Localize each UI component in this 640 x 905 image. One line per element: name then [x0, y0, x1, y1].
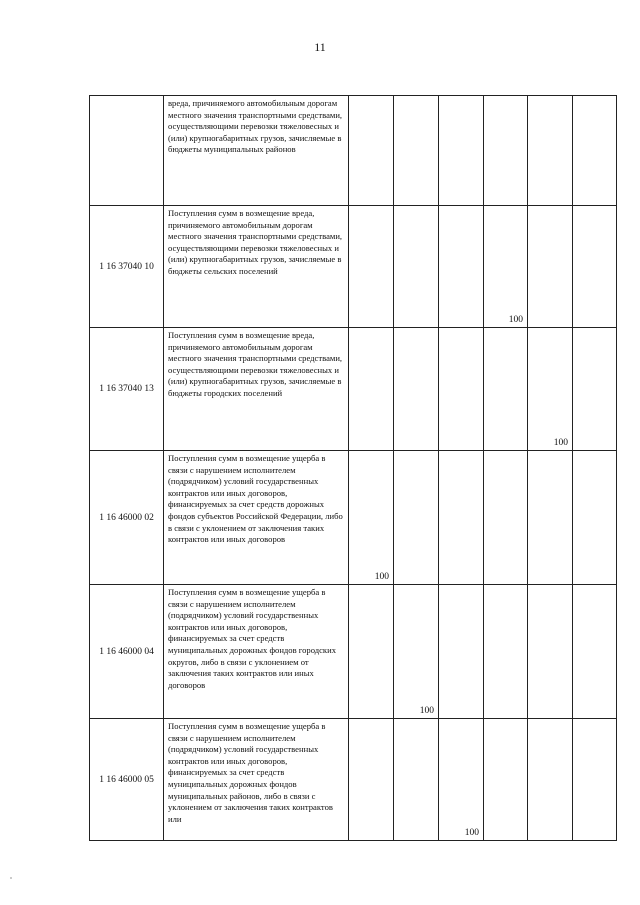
table-row: [90, 206, 617, 328]
page-number: 11: [314, 40, 326, 54]
value-cell: [394, 719, 439, 841]
value-cell: [394, 206, 439, 328]
row-code: 1 16 46000 04: [90, 585, 164, 719]
value-cell: [484, 451, 528, 585]
value-cell: [573, 96, 617, 206]
value-cell: [394, 96, 439, 206]
value-cell: [484, 719, 528, 841]
value-cell: [573, 719, 617, 841]
value-text: 100: [419, 706, 434, 716]
row-code: 1 16 37040 10: [90, 206, 164, 328]
value-cell: [573, 451, 617, 585]
value-cell: [439, 451, 484, 585]
row-code: 1 16 46000 05: [90, 719, 164, 841]
row-description: Поступления сумм в возмещение ущерба в связи с нарушением исполнителем (подрядчиком) условий государственных контрактов или иных договоров, финансируемых за счет средств муниципальных дорожных фондов городских округов, либо в связи с уклонением от заключения таких контрактов или иных договоров: [164, 585, 349, 719]
value-cell: [394, 328, 439, 451]
row-description: Поступления сумм в возмещение вреда, причиняемого автомобильным дорогам местного значения транспортными средствами, осуществляющими перевозки тяжеловесных и (или) крупногабаритных грузов, зачисляемые в бюджеты сельских поселений: [164, 206, 349, 328]
value-cell: [439, 96, 484, 206]
value-cell: [573, 585, 617, 719]
value-cell: [573, 328, 617, 451]
table-row: [90, 328, 617, 451]
row-code: [90, 96, 164, 206]
value-cell: [484, 96, 528, 206]
value-cell: [528, 206, 573, 328]
value-text: 100: [508, 315, 523, 325]
value-cell: [439, 328, 484, 451]
value-cell: [349, 96, 394, 206]
value-text: 100: [374, 572, 389, 582]
value-cell: [394, 451, 439, 585]
row-description: Поступления сумм в возмещение ущерба в связи с нарушением исполнителем (подрядчиком) условий государственных контрактов или иных договоров, финансируемых за счет средств муниципальных дорожных фондов муниципальных районов, либо в связи с уклонением от заключения таких контрактов или: [164, 719, 349, 841]
table-row: [90, 451, 617, 585]
value-cell: [484, 585, 528, 719]
value-cell: [349, 585, 394, 719]
row-description: Поступления сумм в возмещение ущерба в связи с нарушением исполнителем (подрядчиком) условий государственных контрактов или иных договоров, финансируемых за счет средств дорожных фондов субъектов Российской Федерации, либо в связи с уклонением от заключения таких контрактов или иных договоров: [164, 451, 349, 585]
value-cell: [528, 719, 573, 841]
value-cell: [349, 328, 394, 451]
value-cell: [439, 206, 484, 328]
value-cell: [439, 585, 484, 719]
value-cell: [484, 206, 528, 328]
value-cell: [484, 328, 528, 451]
row-description: вреда, причиняемого автомобильным дорогам местного значения транспортными средствами, осуществляющими перевозки тяжеловесных и (или) крупногабаритных грузов, зачисляемые в бюджеты муниципальных районов: [164, 96, 349, 206]
value-cell: [528, 96, 573, 206]
value-cell: [528, 585, 573, 719]
scan-speck: [10, 877, 12, 879]
table-row: [90, 96, 617, 206]
table-body: [90, 96, 617, 841]
row-description: Поступления сумм в возмещение вреда, причиняемого автомобильным дорогам местного значения транспортными средствами, осуществляющими перевозки тяжеловесных и (или) крупногабаритных грузов, зачисляемые в бюджеты городских поселений: [164, 328, 349, 451]
row-code: 1 16 46000 02: [90, 451, 164, 585]
value-cell: [573, 206, 617, 328]
value-cell: [349, 206, 394, 328]
budget-classification-table: [89, 95, 617, 841]
value-cell: [349, 451, 394, 585]
value-text: 100: [464, 828, 479, 838]
value-cell: [439, 719, 484, 841]
table-row: [90, 585, 617, 719]
value-cell: [349, 719, 394, 841]
value-text: 100: [553, 438, 568, 448]
value-cell: [528, 328, 573, 451]
value-cell: [528, 451, 573, 585]
row-code: 1 16 37040 13: [90, 328, 164, 451]
value-cell: [394, 585, 439, 719]
table-row: [90, 719, 617, 841]
